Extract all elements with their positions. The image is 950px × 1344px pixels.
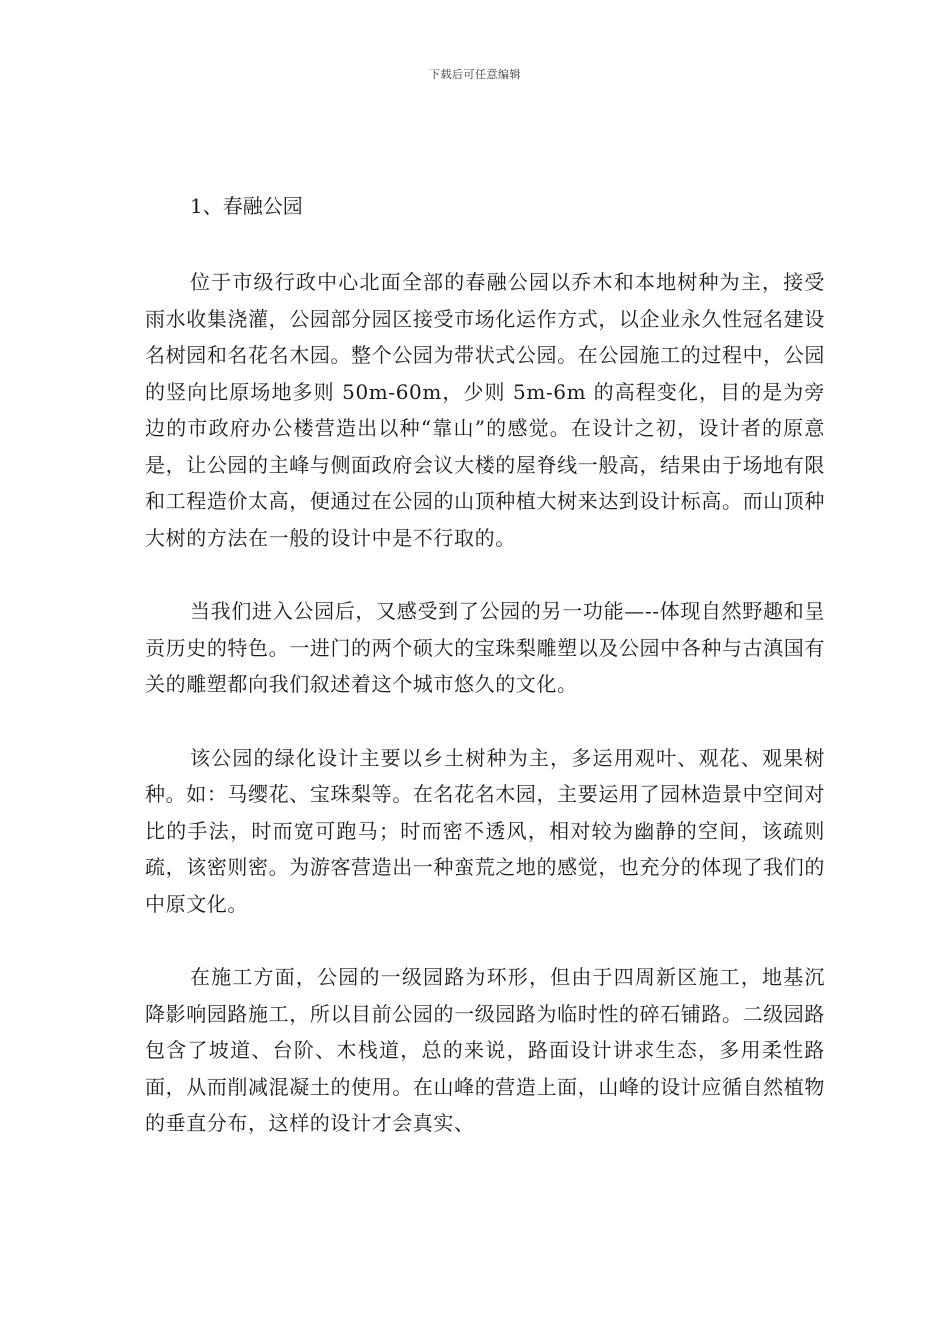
document-body [145,188,825,1142]
paragraph-1: 位于市级行政中心北面全部的春融公园以乔木和本地树种为主，接受雨水收集浇灌，公园部分园区接受市场化运作方式，以企业永久性冠名建设名树园和名花名木园。整个公园为带状式公园。在公园施工的过程中，公园的竖向比原场地多则 50m-60m，少则 5m-6m 的高程变化，目的是为旁边的市政府办公楼营造出以种“靠山”的感觉。在设计之初，设计者的原意是，让公园的主峰与侧面政府会议大楼的屋脊线一般高，结果由于场地有限和工程造价太高，便通过在公园的山顶种植大树来达到设计标高。而山顶种大树的方法在一般的设计中是不行取的。 [145,270,825,550]
section-heading: 1、春融公园 [190,194,303,218]
paragraph-4: 在施工方面，公园的一级园路为环形，但由于四周新区施工，地基沉降影响园路施工，所以目前公园的一级园路为临时性的碎石铺路。二级园路包含了坡道、台阶、木栈道，总的来说，路面设计讲求生态，多用柔性路面，从而削减混凝土的使用。在山峰的营造上面，山峰的设计应循自然植物的垂直分布，这样的设计才会真实、 [145,965,825,1135]
paragraph-2: 当我们进入公园后，又感受到了公园的另一功能—--体现自然野趣和呈贡历史的特色。一进门的两个硕大的宝珠梨雕塑以及公园中各种与古滇国有关的雕塑都向我们叙述着这个城市悠久的文化。 [145,599,825,696]
header-note: 下载后可任意编辑 [429,68,521,81]
paragraph-3: 该公园的绿化设计主要以乡土树种为主，多运用观叶、观花、观果树种。如：马缨花、宝珠梨等。在名花名木园，主要运用了园林造景中空间对比的手法，时而宽可跑马；时而密不透风，相对较为幽静的空间，该疏则疏，该密则密。为游客营造出一种蛮荒之地的感觉，也充分的体现了我们的中原文化。 [145,745,825,916]
